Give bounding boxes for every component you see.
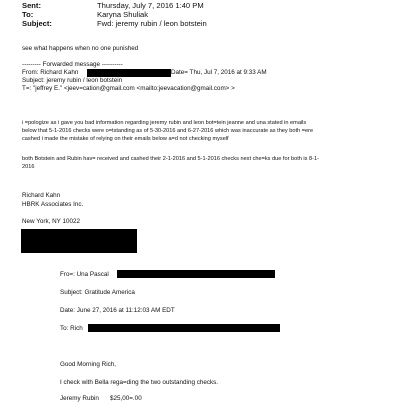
nested-row-name: Jeremy Rubin (60, 395, 99, 402)
forwarded-from: From: Richard Kahn (22, 69, 79, 76)
para2-line2: 2016 (22, 164, 35, 170)
subject-label: Subject: (22, 19, 52, 28)
redaction-bar (88, 324, 280, 332)
para2-line1: both Botstein and Rubin hav= received and cashed their 2-1-2016 and 5-1-2016 checks next che=ks due for both is 8-1- (22, 156, 319, 162)
nested-greeting: Good Morning Rich, (60, 361, 116, 368)
to-value: Karyna Shuliak (97, 10, 149, 19)
redaction-bar (117, 270, 275, 278)
nested-row-amount: $25,00=.00 (110, 395, 142, 402)
intro-text: see what happens when no one punished (22, 45, 139, 52)
redaction-bar (87, 69, 171, 77)
redaction-block (21, 229, 137, 253)
nested-date: Date: June 27, 2016 at 11:12:03 AM EDT (60, 307, 175, 314)
nested-to: To: Rich (60, 325, 83, 332)
sent-value: Thursday, July 7, 2016 1:40 PM (97, 1, 204, 10)
forwarded-to: T=: "jeffrey E." <jeev=cation@gmail.com <mailto:jeevacation@gmail.com> > (22, 85, 235, 92)
nested-line1: I check with Bella rega=ding the two outstanding checks. (60, 379, 219, 386)
nested-subject: Subject: Gratitude America (60, 289, 135, 296)
para1-line2: below that 5-1-2016 checks were o=tstanding as of 5-30-2016 and 6-27-2016 which was inaccurate as they both =ere (22, 128, 314, 134)
para1-line3: cashed i made the mistake of relying on their emails below a=d not checking myself (22, 136, 229, 142)
forwarded-divider: --------- Forwarded message ---------- (22, 61, 123, 68)
sent-label: Sent: (22, 1, 41, 10)
to-label: To: (22, 10, 34, 19)
signature-name: Richard Kahn (22, 192, 61, 199)
signature-city: New York, NY 10022 (22, 218, 80, 225)
para1-line1: i =pologize as i gave you bad information regarding jeremy rubin and leon bot=tein jeanne and una stated in emails (22, 120, 307, 126)
subject-value: Fwd: jeremy rubin / leon botstein (97, 19, 207, 28)
forwarded-subject: Subject: jeremy rubin / leon botstein (22, 77, 123, 84)
signature-company: HBRK Associates Inc. (22, 201, 84, 208)
forwarded-date: Date= Thu, Jul 7, 2016 at 9:33 AM (171, 69, 267, 76)
nested-from: Fro=: Una Pascal (60, 271, 109, 278)
